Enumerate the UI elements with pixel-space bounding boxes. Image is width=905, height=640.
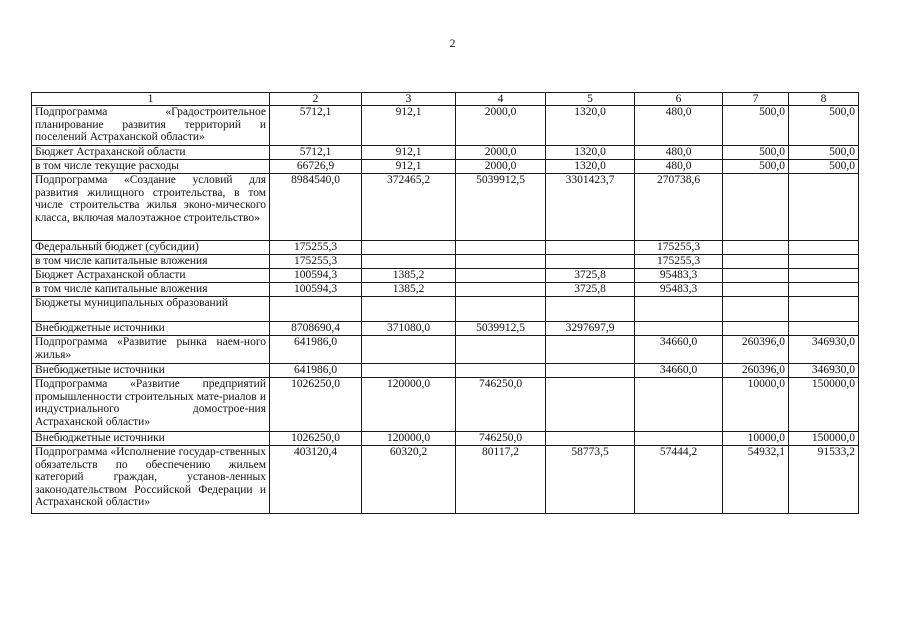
- value-cell: 346930,0: [789, 336, 859, 364]
- value-cell: 1320,0: [546, 146, 635, 160]
- table-row: [32, 378, 859, 432]
- value-cell: 500,0: [723, 146, 789, 160]
- column-header: 5: [546, 93, 635, 106]
- value-cell: [635, 432, 723, 446]
- row-label: Подпрограмма «Исполнение государ-ственных обязательств по обеспечению жильем категорий граждан, установ-ленных законодательством Российской Федерации и Астраханской области»: [32, 446, 270, 514]
- value-cell: 1026250,0: [270, 432, 362, 446]
- value-cell: 8984540,0: [270, 174, 362, 241]
- value-cell: 120000,0: [362, 378, 456, 432]
- row-label: Внебюджетные источники: [32, 322, 270, 336]
- table-row: [32, 336, 859, 364]
- value-cell: 500,0: [723, 160, 789, 174]
- table-row: [32, 241, 859, 255]
- row-label: Внебюджетные источники: [32, 364, 270, 378]
- value-cell: 2000,0: [456, 146, 546, 160]
- value-cell: 912,1: [362, 146, 456, 160]
- value-cell: 912,1: [362, 160, 456, 174]
- column-header: 2: [270, 93, 362, 106]
- value-cell: 3725,8: [546, 283, 635, 297]
- value-cell: 270738,6: [635, 174, 723, 241]
- value-cell: [789, 174, 859, 241]
- column-header: 1: [32, 93, 270, 106]
- value-cell: 1026250,0: [270, 378, 362, 432]
- page-number: 2: [449, 36, 456, 50]
- value-cell: 5712,1: [270, 106, 362, 146]
- value-cell: [362, 364, 456, 378]
- value-cell: 10000,0: [723, 432, 789, 446]
- row-label: Бюджет Астраханской области: [32, 146, 270, 160]
- value-cell: 80117,2: [456, 446, 546, 514]
- value-cell: [723, 241, 789, 255]
- value-cell: 60320,2: [362, 446, 456, 514]
- value-cell: [546, 364, 635, 378]
- value-cell: [723, 269, 789, 283]
- value-cell: [789, 297, 859, 322]
- value-cell: [456, 336, 546, 364]
- value-cell: [546, 432, 635, 446]
- value-cell: [789, 255, 859, 269]
- table-row: [32, 432, 859, 446]
- value-cell: 500,0: [789, 160, 859, 174]
- value-cell: [789, 241, 859, 255]
- value-cell: 1320,0: [546, 160, 635, 174]
- value-cell: 260396,0: [723, 364, 789, 378]
- table-row: [32, 174, 859, 241]
- table-row: [32, 106, 859, 146]
- value-cell: 403120,4: [270, 446, 362, 514]
- value-cell: [723, 174, 789, 241]
- value-cell: [270, 297, 362, 322]
- value-cell: 912,1: [362, 106, 456, 146]
- budget-table: [31, 92, 859, 514]
- value-cell: 5039912,5: [456, 174, 546, 241]
- table-row: [32, 446, 859, 514]
- table-row: [32, 146, 859, 160]
- row-label: Подпрограмма «Создание условий для развития жилищного строительства, в том числе строительства жилья эконо-мического класса, включая малоэтажное строительство»: [32, 174, 270, 241]
- value-cell: [723, 255, 789, 269]
- value-cell: 500,0: [789, 146, 859, 160]
- row-label: в том числе капитальные вложения: [32, 255, 270, 269]
- value-cell: [723, 297, 789, 322]
- table-row: [32, 269, 859, 283]
- value-cell: 8708690,4: [270, 322, 362, 336]
- value-cell: [789, 322, 859, 336]
- value-cell: 10000,0: [723, 378, 789, 432]
- value-cell: 1385,2: [362, 283, 456, 297]
- value-cell: [456, 255, 546, 269]
- value-cell: 480,0: [635, 146, 723, 160]
- value-cell: [723, 322, 789, 336]
- value-cell: 500,0: [789, 106, 859, 146]
- row-label: Подпрограмма «Развитие рынка наем-ного жилья»: [32, 336, 270, 364]
- value-cell: 5712,1: [270, 146, 362, 160]
- row-label: Бюджет Астраханской области: [32, 269, 270, 283]
- column-header: 7: [723, 93, 789, 106]
- row-label: Подпрограмма «Градостроительное планирование развития территорий и поселений Астраханской области»: [32, 106, 270, 146]
- value-cell: 175255,3: [635, 241, 723, 255]
- value-cell: [362, 336, 456, 364]
- value-cell: [362, 255, 456, 269]
- value-cell: [789, 283, 859, 297]
- row-label: Федеральный бюджет (субсидии): [32, 241, 270, 255]
- row-label: Внебюджетные источники: [32, 432, 270, 446]
- value-cell: 34660,0: [635, 336, 723, 364]
- value-cell: [635, 297, 723, 322]
- value-cell: 150000,0: [789, 432, 859, 446]
- column-header: 4: [456, 93, 546, 106]
- column-header: 6: [635, 93, 723, 106]
- value-cell: 34660,0: [635, 364, 723, 378]
- value-cell: [789, 269, 859, 283]
- value-cell: [546, 297, 635, 322]
- value-cell: 260396,0: [723, 336, 789, 364]
- value-cell: 641986,0: [270, 364, 362, 378]
- value-cell: 91533,2: [789, 446, 859, 514]
- value-cell: 5039912,5: [456, 322, 546, 336]
- value-cell: 3297697,9: [546, 322, 635, 336]
- row-label: в том числе капитальные вложения: [32, 283, 270, 297]
- table-row: [32, 322, 859, 336]
- value-cell: [635, 378, 723, 432]
- value-cell: 3725,8: [546, 269, 635, 283]
- value-cell: 58773,5: [546, 446, 635, 514]
- value-cell: 175255,3: [635, 255, 723, 269]
- column-header: 3: [362, 93, 456, 106]
- value-cell: 3301423,7: [546, 174, 635, 241]
- value-cell: 346930,0: [789, 364, 859, 378]
- table-row: [32, 255, 859, 269]
- header-row: [32, 93, 859, 106]
- table-row: [32, 297, 859, 322]
- row-label: Бюджеты муниципальных образований: [32, 297, 270, 322]
- table-body: [32, 106, 859, 514]
- value-cell: 500,0: [723, 106, 789, 146]
- column-header: 8: [789, 93, 859, 106]
- value-cell: [546, 336, 635, 364]
- value-cell: [362, 297, 456, 322]
- value-cell: [546, 241, 635, 255]
- table-row: [32, 283, 859, 297]
- value-cell: 480,0: [635, 106, 723, 146]
- row-label: Подпрограмма «Развитие предприятий промышленности строительных мате-риалов и индустриального домострое-ния Астраханской области»: [32, 378, 270, 432]
- value-cell: [456, 297, 546, 322]
- value-cell: [456, 283, 546, 297]
- value-cell: 175255,3: [270, 255, 362, 269]
- value-cell: 100594,3: [270, 283, 362, 297]
- value-cell: [546, 255, 635, 269]
- value-cell: [362, 241, 456, 255]
- value-cell: 480,0: [635, 160, 723, 174]
- table-row: [32, 160, 859, 174]
- value-cell: 2000,0: [456, 106, 546, 146]
- value-cell: 100594,3: [270, 269, 362, 283]
- value-cell: 746250,0: [456, 378, 546, 432]
- value-cell: 57444,2: [635, 446, 723, 514]
- value-cell: 66726,9: [270, 160, 362, 174]
- value-cell: [723, 283, 789, 297]
- value-cell: 2000,0: [456, 160, 546, 174]
- value-cell: 372465,2: [362, 174, 456, 241]
- value-cell: 641986,0: [270, 336, 362, 364]
- value-cell: [456, 241, 546, 255]
- value-cell: [456, 364, 546, 378]
- value-cell: 120000,0: [362, 432, 456, 446]
- table-row: [32, 364, 859, 378]
- value-cell: [546, 378, 635, 432]
- row-label: в том числе текущие расходы: [32, 160, 270, 174]
- value-cell: [456, 269, 546, 283]
- value-cell: 371080,0: [362, 322, 456, 336]
- value-cell: 150000,0: [789, 378, 859, 432]
- value-cell: 95483,3: [635, 283, 723, 297]
- value-cell: 175255,3: [270, 241, 362, 255]
- value-cell: 54932,1: [723, 446, 789, 514]
- value-cell: 95483,3: [635, 269, 723, 283]
- value-cell: [635, 322, 723, 336]
- value-cell: 1320,0: [546, 106, 635, 146]
- value-cell: 746250,0: [456, 432, 546, 446]
- value-cell: 1385,2: [362, 269, 456, 283]
